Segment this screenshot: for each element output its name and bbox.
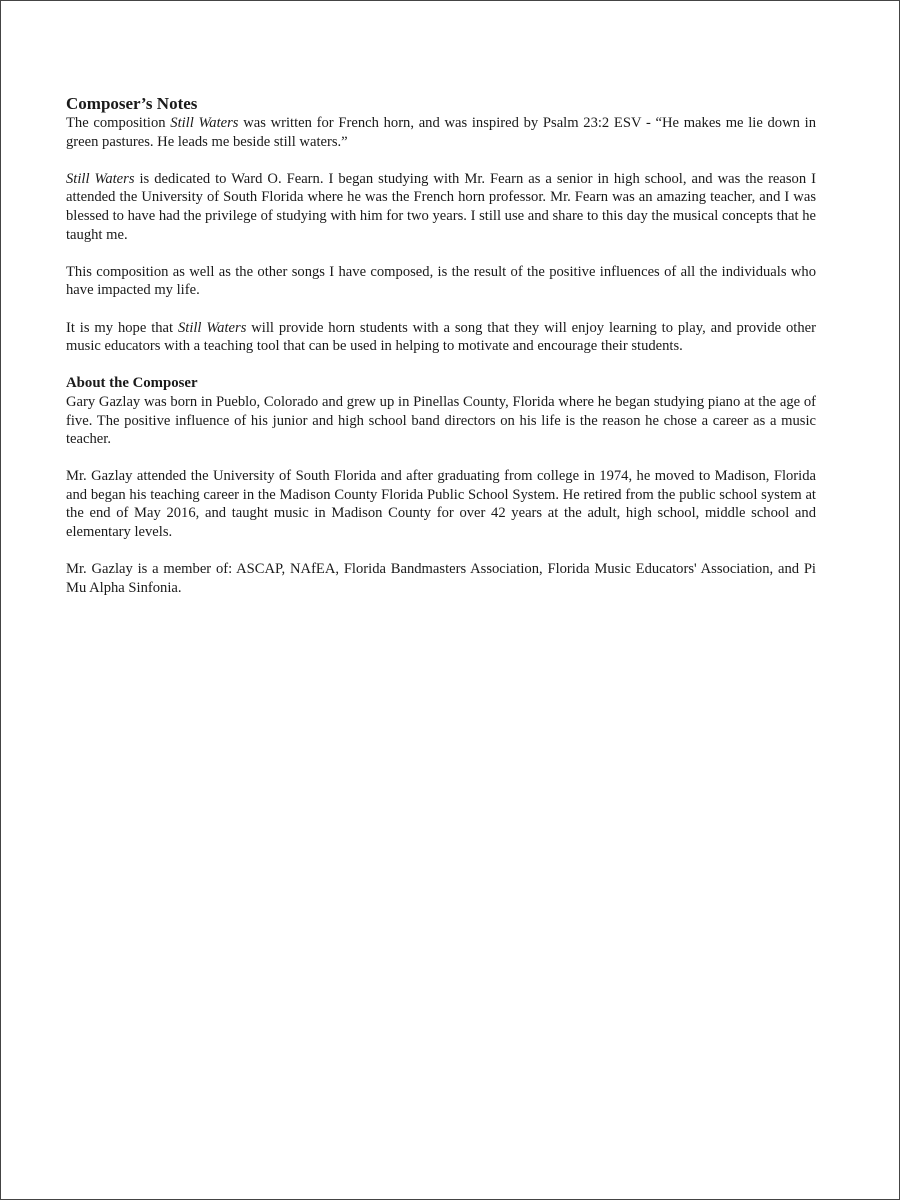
- text-span: It is my hope that: [66, 319, 178, 336]
- composers-notes-heading: Composer’s Notes: [66, 94, 198, 113]
- text-span: will provide horn students with a song that they will enjoy learning to play, and provide other music educators with a teaching tool that can be used in helping to motivate and encourage their students.: [66, 319, 816, 355]
- composers-notes-paragraph-4: [66, 319, 816, 356]
- work-title: Still Waters: [177, 319, 247, 336]
- composers-notes-paragraph-1: [66, 114, 816, 151]
- about-composer-paragraph-2: Mr. Gazlay attended the University of South Florida and after graduating from college in 1974, he moved to Madison, Florida and began his teaching career in the Madison County Florida Public School System. He retired from the public school system at the end of May 2016, and taught music in Madison County for over 42 years at the adult, high school, middle school and elementary levels.: [66, 468, 816, 541]
- text-span: is dedicated to Ward O. Fearn. I began studying with Mr. Fearn as a senior in high school, and was the reason I attended the University of South Florida where he was the French horn professor. Mr. Fearn was an amazing teacher, and I was blessed to have had the privilege of studying with him for two years. I still use and share to this day the musical concepts that he taught me.: [66, 170, 816, 243]
- about-composer-paragraph-1: Gary Gazlay was born in Pueblo, Colorado and grew up in Pinellas County, Florida where he began studying piano at the age of five. The positive influence of his junior and high school band directors on his life is the reason he chose a career as a music teacher.: [66, 393, 816, 448]
- about-composer-heading: About the Composer: [66, 375, 198, 392]
- composers-notes-paragraph-2: [66, 170, 816, 244]
- page-content: [66, 94, 816, 616]
- work-title: Still Waters: [66, 170, 135, 187]
- text-span: was written for French horn, and was inspired by Psalm 23:2 ESV - “He makes me lie down in green pastures. He leads me beside still waters.”: [66, 115, 817, 150]
- about-composer-paragraph-3: Mr. Gazlay is a member of: ASCAP, NAfEA, Florida Bandmasters Association, Florida Music Educators' Association, and Pi Mu Alpha Sinfonia.: [66, 561, 816, 596]
- text-span: The composition: [66, 115, 171, 131]
- work-title: Still Waters: [170, 115, 239, 131]
- composers-notes-paragraph-3: This composition as well as the other songs I have composed, is the result of the positive influences of all the individuals who have impacted my life.: [66, 263, 816, 299]
